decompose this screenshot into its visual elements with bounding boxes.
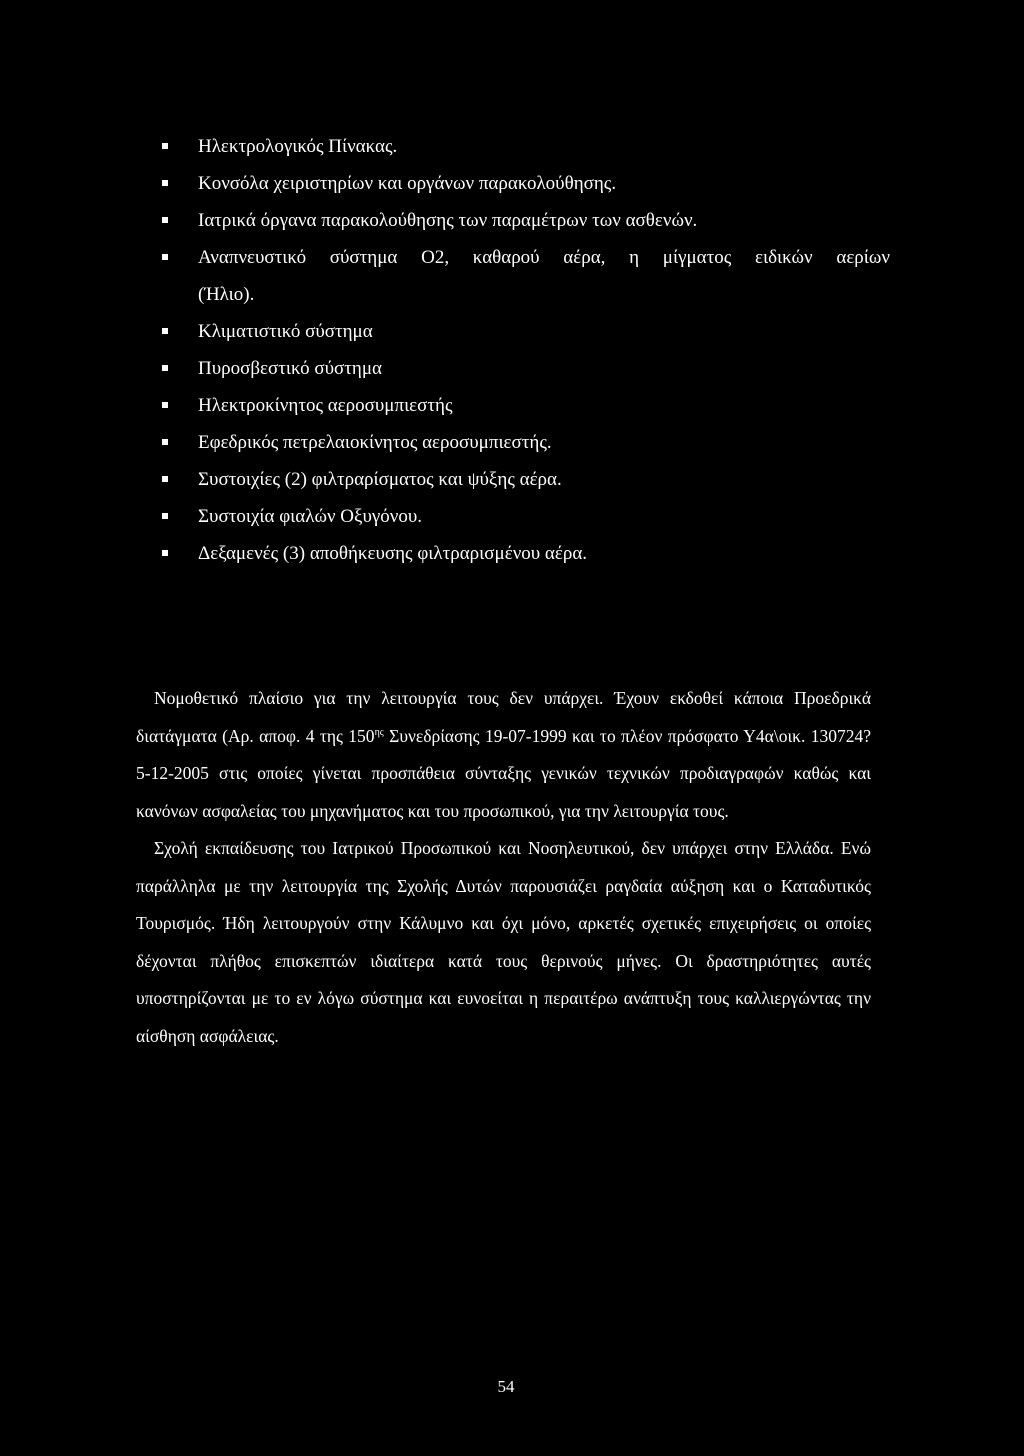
square-bullet-icon xyxy=(162,143,168,149)
square-bullet-icon xyxy=(162,365,168,371)
paragraph-text-part: Συνεδρίασης 19-07-1999 και το πλέον πρόσφατο Υ4α\οικ. 130724? 5-12-2005 στις οποίες γίνεται προσπάθεια σύνταξης γενικών τεχνικών προδιαγραφών καθώς και κανόνων ασφαλείας του μηχανήματος και του προσωπικού, για την λειτουργία τους. xyxy=(136,725,871,821)
body-text xyxy=(136,680,871,1055)
square-bullet-icon xyxy=(162,217,168,223)
ordinal-superscript: ης xyxy=(374,726,384,738)
list-item-continuation: (Ήλιο). xyxy=(198,284,255,305)
list-item xyxy=(160,461,890,498)
square-bullet-icon xyxy=(162,254,168,260)
square-bullet-icon xyxy=(162,439,168,445)
list-item-text: Εφεδρικός πετρελαιοκίνητος αεροσυμπιεστής. xyxy=(198,432,552,453)
square-bullet-icon xyxy=(162,402,168,408)
list-item-text: Συστοιχία φιαλών Οξυγόνου. xyxy=(198,506,423,527)
list-item-text: Πυροσβεστικό σύστημα xyxy=(198,358,382,379)
list-item xyxy=(160,313,890,350)
page-number: 54 xyxy=(497,1377,515,1396)
square-bullet-icon xyxy=(162,476,168,482)
list-item xyxy=(160,202,890,239)
list-item-text: Κονσόλα χειριστηρίων και οργάνων παρακολούθησης. xyxy=(198,173,617,194)
square-bullet-icon xyxy=(162,513,168,519)
list-item-text: Ηλεκτροκίνητος αεροσυμπιεστής xyxy=(198,395,453,416)
list-item-text: Αναπνευστικό σύστημα Ο2, καθαρού αέρα, η μίγματος ειδικών αερίων xyxy=(198,247,890,268)
square-bullet-icon xyxy=(162,180,168,186)
list-item-text: Δεξαμενές (3) αποθήκευσης φιλτραρισμένου αέρα. xyxy=(198,543,588,564)
list-item-text: Συστοιχίες (2) φιλτραρίσματος και ψύξης αέρα. xyxy=(198,469,562,490)
list-item xyxy=(160,350,890,387)
square-bullet-icon xyxy=(162,550,168,556)
training-school-paragraph: Σχολή εκπαίδευσης του Ιατρικού Προσωπικού και Νοσηλευτικού, δεν υπάρχει στην Ελλάδα. Ενώ παράλληλα με την λειτουργία της Σχολής Δυτών παρουσιάζει ραγδαία αύξηση και ο Καταδυτικός Τουρισμός. Ήδη λειτουργούν στην Κάλυμνο και όχι μόνο, αρκετές σχετικές επιχειρήσεις οι οποίες δέχονται πλήθος επισκεπτών ιδιαίτερα κατά τους θερινούς μήνες. Οι δραστηριότητες αυτές υποστηρίζονται με το εν λόγω σύστημα και ευνοείται η περαιτέρω ανάπτυξη τους καλλιεργώντας την αίσθηση ασφάλειας. xyxy=(136,838,871,1046)
list-item-text: Ιατρικά όργανα παρακολούθησης των παραμέτρων των ασθενών. xyxy=(198,210,698,231)
list-item xyxy=(160,387,890,424)
list-item-text: Ηλεκτρολογικός Πίνακας. xyxy=(198,136,398,157)
legal-framework-paragraph xyxy=(136,680,871,830)
list-item xyxy=(160,498,890,535)
list-item-text: Κλιματιστικό σύστημα xyxy=(198,321,373,342)
list-item xyxy=(160,424,890,461)
list-item xyxy=(160,239,890,313)
square-bullet-icon xyxy=(162,328,168,334)
list-item xyxy=(160,128,890,165)
equipment-bullet-list xyxy=(160,128,890,572)
paragraph-text-part: Νομοθετικό πλαίσιο για την λειτουργία τους δεν υπάρχει. Έχουν εκδοθεί κάποια Προεδρικά διατάγματα (Αρ. αποφ. 4 της 150 xyxy=(136,688,871,746)
list-item xyxy=(160,165,890,202)
list-item xyxy=(160,535,890,572)
